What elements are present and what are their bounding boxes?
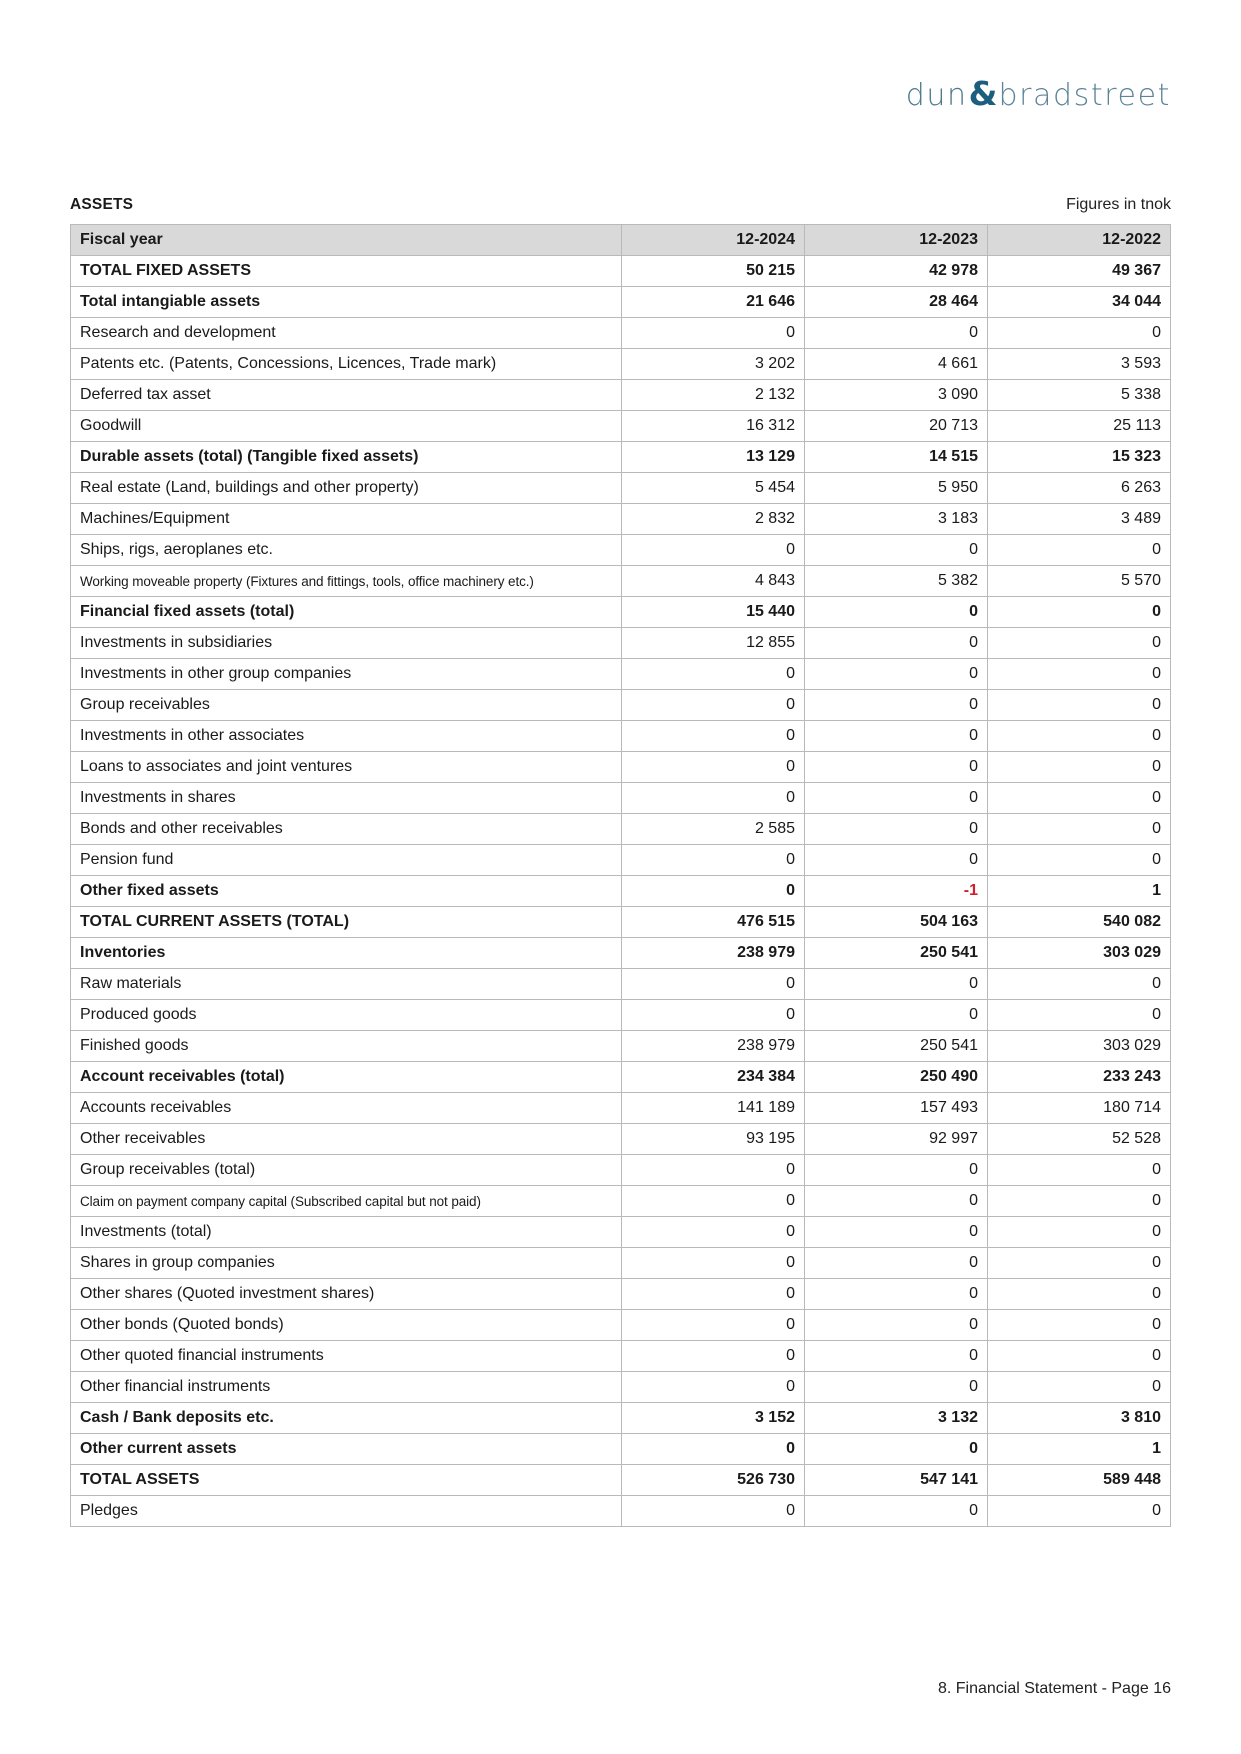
table-row <box>71 659 1171 690</box>
row-value: 0 <box>805 597 988 628</box>
table-row <box>71 1341 1171 1372</box>
row-label: Other bonds (Quoted bonds) <box>71 1310 622 1341</box>
row-value: 0 <box>622 1155 805 1186</box>
column-header-period-3: 12-2022 <box>988 225 1171 256</box>
row-value: 2 585 <box>622 814 805 845</box>
row-label: Other current assets <box>71 1434 622 1465</box>
row-label: Group receivables (total) <box>71 1155 622 1186</box>
row-value: 3 090 <box>805 380 988 411</box>
logo-text-part2: bradstreet <box>998 78 1171 113</box>
row-value: 15 323 <box>988 442 1171 473</box>
row-value: 0 <box>988 597 1171 628</box>
row-value: 250 541 <box>805 938 988 969</box>
row-value: 0 <box>805 721 988 752</box>
row-value: 476 515 <box>622 907 805 938</box>
row-value: 180 714 <box>988 1093 1171 1124</box>
row-label: Research and development <box>71 318 622 349</box>
table-row <box>71 473 1171 504</box>
row-label: Other fixed assets <box>71 876 622 907</box>
table-row <box>71 318 1171 349</box>
row-value: 303 029 <box>988 938 1171 969</box>
column-header-period-2: 12-2023 <box>805 225 988 256</box>
row-value: 0 <box>988 1000 1171 1031</box>
row-value: 20 713 <box>805 411 988 442</box>
row-value: 5 338 <box>988 380 1171 411</box>
table-row <box>71 1062 1171 1093</box>
row-value: 0 <box>805 1217 988 1248</box>
row-value: 0 <box>622 1279 805 1310</box>
row-value: 0 <box>988 814 1171 845</box>
row-label: Real estate (Land, buildings and other property) <box>71 473 622 504</box>
row-value: 0 <box>988 1310 1171 1341</box>
row-value: 0 <box>622 1248 805 1279</box>
table-row <box>71 1434 1171 1465</box>
row-value: 0 <box>622 969 805 1000</box>
row-value: 0 <box>622 659 805 690</box>
row-value: 0 <box>805 628 988 659</box>
row-label: Inventories <box>71 938 622 969</box>
table-row <box>71 1403 1171 1434</box>
row-value: 0 <box>805 535 988 566</box>
table-row <box>71 1124 1171 1155</box>
row-value: 3 202 <box>622 349 805 380</box>
assets-header-row <box>70 196 1171 214</box>
row-value: 2 832 <box>622 504 805 535</box>
row-value: 13 129 <box>622 442 805 473</box>
table-row <box>71 256 1171 287</box>
row-value: 0 <box>805 1310 988 1341</box>
row-value: 0 <box>805 1186 988 1217</box>
row-value: 0 <box>805 690 988 721</box>
row-value: 15 440 <box>622 597 805 628</box>
row-value: 3 132 <box>805 1403 988 1434</box>
row-value: 93 195 <box>622 1124 805 1155</box>
table-row <box>71 380 1171 411</box>
row-value: 21 646 <box>622 287 805 318</box>
row-value: 238 979 <box>622 1031 805 1062</box>
row-value: 0 <box>622 1310 805 1341</box>
row-value: 0 <box>805 1496 988 1527</box>
column-header-fiscal-year: Fiscal year <box>71 225 622 256</box>
table-row <box>71 690 1171 721</box>
row-value: 0 <box>988 659 1171 690</box>
table-row <box>71 721 1171 752</box>
row-label: Bonds and other receivables <box>71 814 622 845</box>
table-row <box>71 1217 1171 1248</box>
row-value: 0 <box>622 1217 805 1248</box>
row-value: 0 <box>988 969 1171 1000</box>
dun-bradstreet-logo <box>906 74 1171 113</box>
row-value: 5 382 <box>805 566 988 597</box>
table-row <box>71 411 1171 442</box>
row-label: Durable assets (total) (Tangible fixed assets) <box>71 442 622 473</box>
row-value: 0 <box>622 690 805 721</box>
row-value: 0 <box>805 318 988 349</box>
row-label: Deferred tax asset <box>71 380 622 411</box>
row-value: 233 243 <box>988 1062 1171 1093</box>
row-value: 0 <box>988 1186 1171 1217</box>
row-value: 238 979 <box>622 938 805 969</box>
row-label: Accounts receivables <box>71 1093 622 1124</box>
row-label: Other receivables <box>71 1124 622 1155</box>
row-value: 0 <box>622 721 805 752</box>
table-row <box>71 504 1171 535</box>
row-value: 0 <box>988 752 1171 783</box>
row-value: 0 <box>805 1434 988 1465</box>
row-value: 141 189 <box>622 1093 805 1124</box>
row-value: 3 152 <box>622 1403 805 1434</box>
row-value: 5 950 <box>805 473 988 504</box>
row-value: 0 <box>988 721 1171 752</box>
row-value: 0 <box>988 535 1171 566</box>
row-value: 0 <box>988 318 1171 349</box>
assets-table <box>70 224 1171 1527</box>
row-value: 52 528 <box>988 1124 1171 1155</box>
row-value: 0 <box>988 1496 1171 1527</box>
row-value: 250 490 <box>805 1062 988 1093</box>
row-value: 25 113 <box>988 411 1171 442</box>
row-value: 0 <box>805 969 988 1000</box>
table-row <box>71 845 1171 876</box>
row-value: 0 <box>622 1000 805 1031</box>
row-label: Raw materials <box>71 969 622 1000</box>
row-label: TOTAL FIXED ASSETS <box>71 256 622 287</box>
row-value: 34 044 <box>988 287 1171 318</box>
logo-text-part1: dun <box>905 78 968 113</box>
row-value: 1 <box>988 876 1171 907</box>
table-row <box>71 907 1171 938</box>
table-row <box>71 1496 1171 1527</box>
row-value: 0 <box>805 1155 988 1186</box>
row-value: 0 <box>988 783 1171 814</box>
table-header <box>71 225 1171 256</box>
row-value: 0 <box>988 628 1171 659</box>
table-row <box>71 1248 1171 1279</box>
row-value: 526 730 <box>622 1465 805 1496</box>
table-header-row <box>71 225 1171 256</box>
row-label: Investments (total) <box>71 1217 622 1248</box>
row-value: 0 <box>805 752 988 783</box>
row-label: Account receivables (total) <box>71 1062 622 1093</box>
row-value: 2 132 <box>622 380 805 411</box>
row-value: 0 <box>622 535 805 566</box>
table-row <box>71 1186 1171 1217</box>
row-value: 0 <box>622 1434 805 1465</box>
row-label: Loans to associates and joint ventures <box>71 752 622 783</box>
row-value: 3 489 <box>988 504 1171 535</box>
logo-ampersand-icon: & <box>968 74 998 113</box>
table-row <box>71 442 1171 473</box>
row-value: 0 <box>988 845 1171 876</box>
row-label: Claim on payment company capital (Subscribed capital but not paid) <box>71 1186 622 1217</box>
table-body <box>71 256 1171 1527</box>
row-value: 0 <box>805 783 988 814</box>
row-label: Pension fund <box>71 845 622 876</box>
row-value: 49 367 <box>988 256 1171 287</box>
row-label: Machines/Equipment <box>71 504 622 535</box>
table-row <box>71 1155 1171 1186</box>
row-value: 0 <box>805 814 988 845</box>
row-value: 0 <box>622 1341 805 1372</box>
table-row <box>71 628 1171 659</box>
row-value: 250 541 <box>805 1031 988 1062</box>
row-label: Ships, rigs, aeroplanes etc. <box>71 535 622 566</box>
row-value: 50 215 <box>622 256 805 287</box>
row-value: 157 493 <box>805 1093 988 1124</box>
row-value: 3 593 <box>988 349 1171 380</box>
row-value: 0 <box>622 876 805 907</box>
row-value: 0 <box>988 690 1171 721</box>
row-value: 0 <box>805 1372 988 1403</box>
row-value: 4 843 <box>622 566 805 597</box>
row-value: 589 448 <box>988 1465 1171 1496</box>
table-row <box>71 752 1171 783</box>
row-label: Total intangiable assets <box>71 287 622 318</box>
row-value: 547 141 <box>805 1465 988 1496</box>
row-value: 28 464 <box>805 287 988 318</box>
row-value: 0 <box>988 1279 1171 1310</box>
row-label: Working moveable property (Fixtures and fittings, tools, office machinery etc.) <box>71 566 622 597</box>
table-row <box>71 597 1171 628</box>
table-row <box>71 938 1171 969</box>
table-row <box>71 566 1171 597</box>
row-value: 0 <box>622 318 805 349</box>
row-value: 0 <box>622 1186 805 1217</box>
figures-unit-note: Figures in tnok <box>1066 196 1171 213</box>
column-header-period-1: 12-2024 <box>622 225 805 256</box>
row-label: Investments in subsidiaries <box>71 628 622 659</box>
row-value: 540 082 <box>988 907 1171 938</box>
row-value: 5 570 <box>988 566 1171 597</box>
row-label: Group receivables <box>71 690 622 721</box>
row-label: Patents etc. (Patents, Concessions, Licences, Trade mark) <box>71 349 622 380</box>
row-value: 0 <box>988 1248 1171 1279</box>
row-value: -1 <box>805 876 988 907</box>
row-value: 0 <box>805 1000 988 1031</box>
table-row <box>71 1031 1171 1062</box>
row-label: TOTAL ASSETS <box>71 1465 622 1496</box>
table-row <box>71 1372 1171 1403</box>
row-value: 12 855 <box>622 628 805 659</box>
row-value: 504 163 <box>805 907 988 938</box>
page-footer: 8. Financial Statement - Page 16 <box>937 1680 1171 1697</box>
row-value: 3 810 <box>988 1403 1171 1434</box>
table-row <box>71 1465 1171 1496</box>
table-row <box>71 1000 1171 1031</box>
row-label: Other quoted financial instruments <box>71 1341 622 1372</box>
table-row <box>71 287 1171 318</box>
row-label: Financial fixed assets (total) <box>71 597 622 628</box>
row-label: Investments in shares <box>71 783 622 814</box>
table-row <box>71 535 1171 566</box>
row-value: 0 <box>622 783 805 814</box>
row-value: 234 384 <box>622 1062 805 1093</box>
row-label: Finished goods <box>71 1031 622 1062</box>
row-label: Investments in other associates <box>71 721 622 752</box>
row-label: Cash / Bank deposits etc. <box>71 1403 622 1434</box>
row-label: Shares in group companies <box>71 1248 622 1279</box>
row-label: Produced goods <box>71 1000 622 1031</box>
table-row <box>71 349 1171 380</box>
table-row <box>71 783 1171 814</box>
row-value: 0 <box>988 1217 1171 1248</box>
row-value: 4 661 <box>805 349 988 380</box>
row-value: 5 454 <box>622 473 805 504</box>
table-row <box>71 1093 1171 1124</box>
table-row <box>71 876 1171 907</box>
row-value: 6 263 <box>988 473 1171 504</box>
row-label: TOTAL CURRENT ASSETS (TOTAL) <box>71 907 622 938</box>
row-label: Investments in other group companies <box>71 659 622 690</box>
row-label: Other financial instruments <box>71 1372 622 1403</box>
row-value: 303 029 <box>988 1031 1171 1062</box>
table-row <box>71 969 1171 1000</box>
row-value: 0 <box>622 845 805 876</box>
row-label: Pledges <box>71 1496 622 1527</box>
row-value: 0 <box>622 1372 805 1403</box>
row-value: 0 <box>805 1279 988 1310</box>
row-value: 0 <box>805 1341 988 1372</box>
row-value: 0 <box>622 1496 805 1527</box>
row-value: 0 <box>988 1341 1171 1372</box>
table-row <box>71 1279 1171 1310</box>
row-value: 14 515 <box>805 442 988 473</box>
table-row <box>71 814 1171 845</box>
row-value: 0 <box>805 1248 988 1279</box>
table-row <box>71 1310 1171 1341</box>
row-value: 1 <box>988 1434 1171 1465</box>
row-value: 16 312 <box>622 411 805 442</box>
row-label: Other shares (Quoted investment shares) <box>71 1279 622 1310</box>
row-value: 0 <box>988 1372 1171 1403</box>
row-value: 3 183 <box>805 504 988 535</box>
row-value: 0 <box>988 1155 1171 1186</box>
row-value: 0 <box>805 659 988 690</box>
row-value: 92 997 <box>805 1124 988 1155</box>
row-value: 42 978 <box>805 256 988 287</box>
section-title: ASSETS <box>70 196 134 213</box>
row-value: 0 <box>622 752 805 783</box>
row-value: 0 <box>805 845 988 876</box>
row-label: Goodwill <box>71 411 622 442</box>
